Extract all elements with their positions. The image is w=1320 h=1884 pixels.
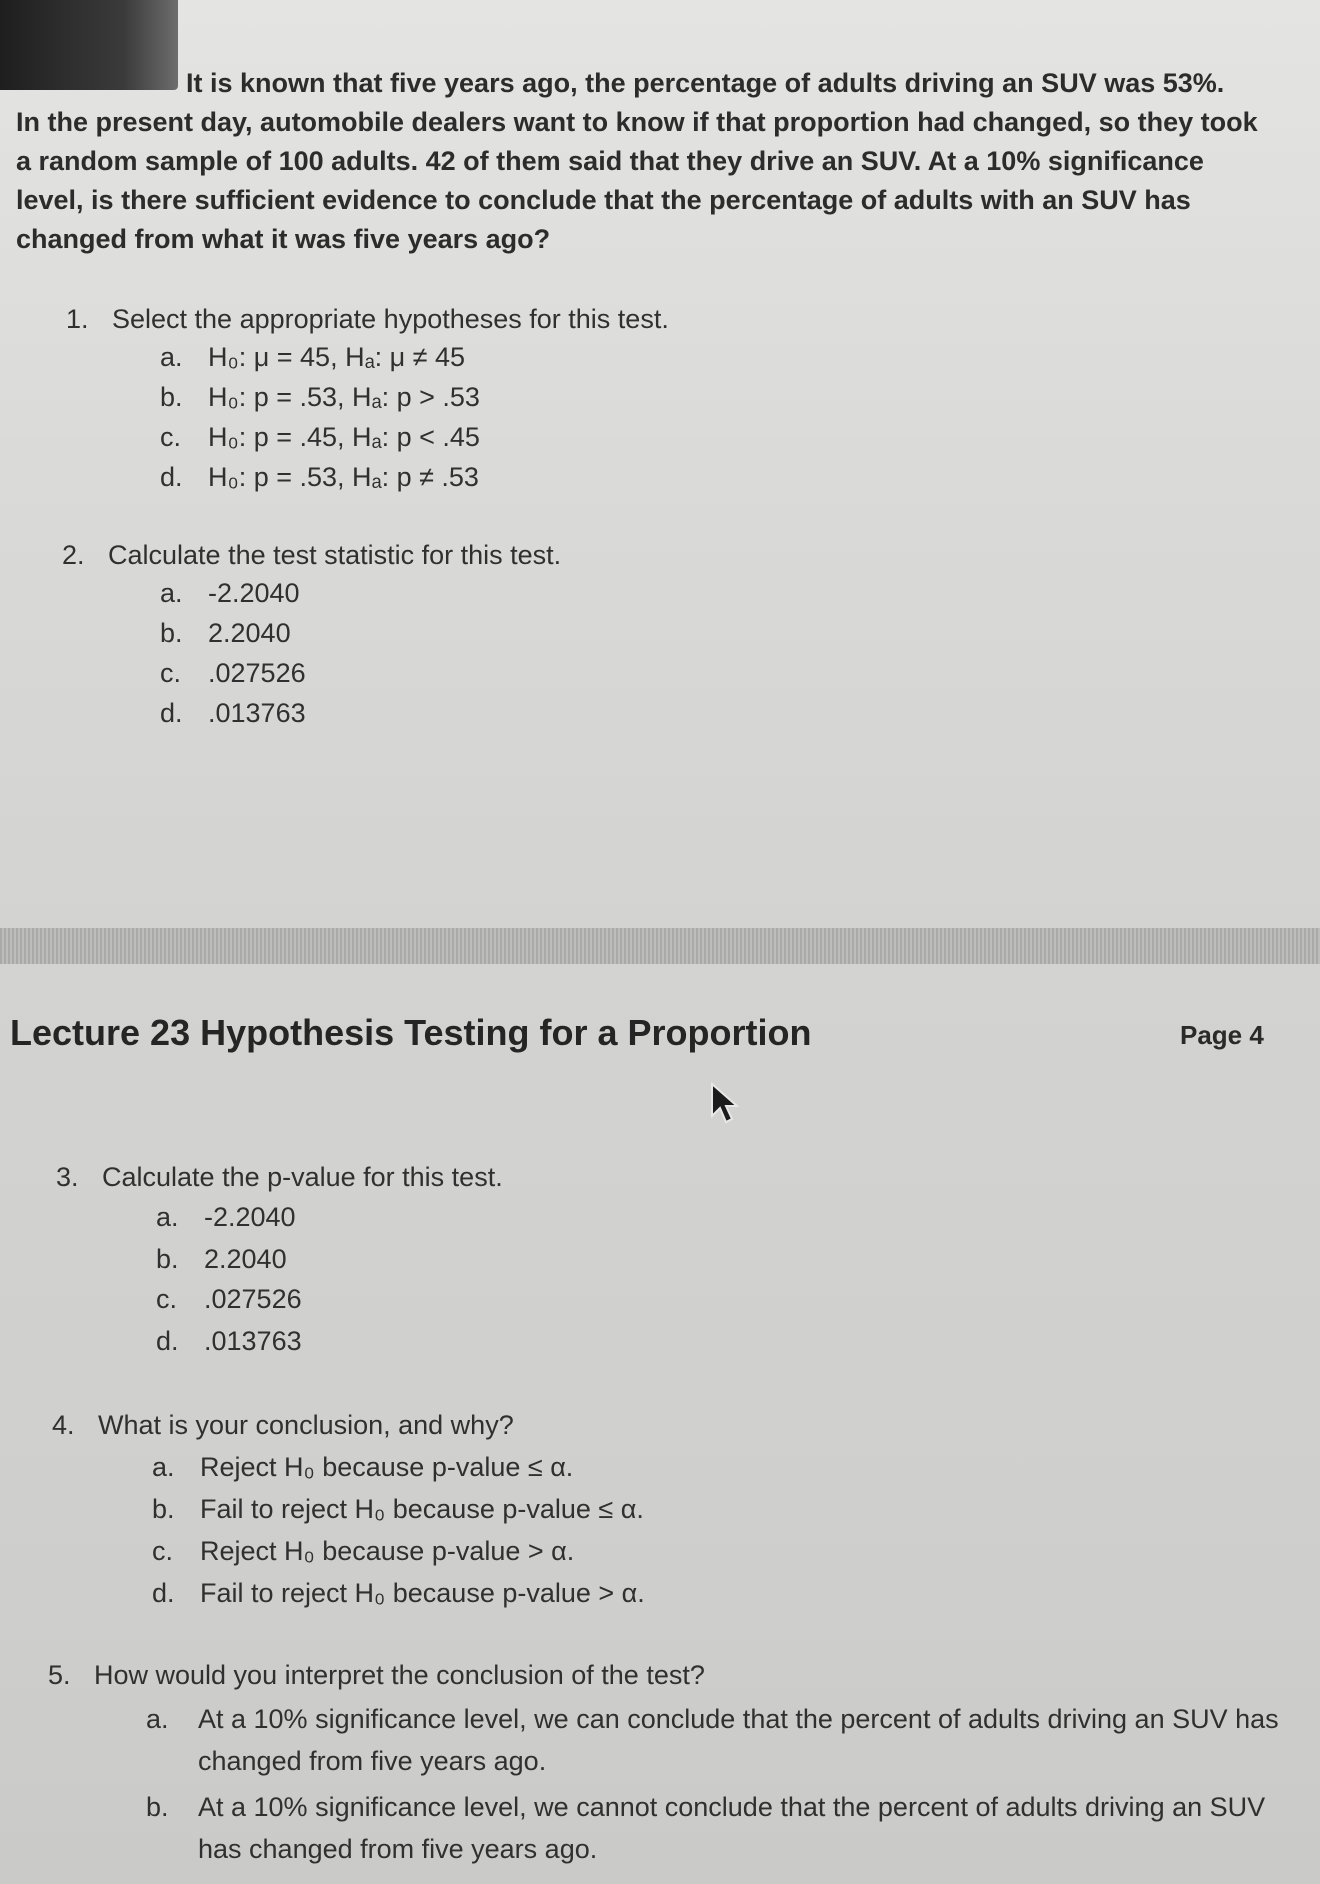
option-text: .013763 — [208, 698, 306, 728]
option-letter: a. — [160, 342, 183, 372]
page-number: Page 4 — [1180, 1020, 1264, 1050]
option-letter: d. — [160, 698, 183, 728]
q4-option-d[interactable] — [152, 1574, 645, 1612]
option-letter: b. — [160, 382, 183, 412]
q2-option-d[interactable] — [160, 694, 306, 732]
intro-line-5: changed from what it was five years ago? — [16, 224, 551, 254]
question-prompt: Calculate the p-value for this test. — [102, 1162, 503, 1192]
option-letter: a. — [146, 1704, 169, 1734]
question-prompt: Calculate the test statistic for this test. — [108, 540, 562, 570]
option-letter: c. — [156, 1284, 178, 1314]
option-letter: c. — [160, 658, 182, 688]
question-number: 5. — [48, 1660, 71, 1690]
q5-option-a[interactable] — [146, 1698, 1296, 1782]
q2-option-b[interactable] — [160, 614, 291, 652]
option-letter: b. — [160, 618, 183, 648]
option-letter: c. — [152, 1536, 174, 1566]
option-letter: d. — [156, 1326, 179, 1356]
question-number: 4. — [52, 1410, 75, 1440]
q3-option-b[interactable] — [156, 1240, 287, 1278]
option-text: .013763 — [204, 1326, 302, 1356]
intro-line-4: level, is there sufficient evidence to conclude that the percentage of adults with an SUV has — [16, 185, 1191, 215]
question-1 — [66, 300, 669, 338]
q4-option-c[interactable] — [152, 1532, 574, 1570]
option-letter: b. — [152, 1494, 175, 1524]
mouse-cursor-icon — [710, 1082, 740, 1126]
question-prompt: How would you interpret the conclusion of the test? — [94, 1660, 705, 1690]
problem-statement — [16, 64, 1276, 259]
question-3 — [56, 1158, 503, 1196]
question-2 — [62, 536, 561, 574]
question-prompt: What is your conclusion, and why? — [98, 1410, 514, 1440]
q1-option-a[interactable] — [160, 338, 465, 376]
intro-line-2: In the present day, automobile dealers want to know if that proportion had changed, so they took — [16, 107, 1258, 137]
option-text: At a 10% significance level, we can conclude that the percent of adults driving an SUV has changed from five years ago. — [198, 1704, 1279, 1776]
question-number: 3. — [56, 1162, 79, 1192]
q2-option-c[interactable] — [160, 654, 306, 692]
option-letter: c. — [160, 422, 182, 452]
option-letter: d. — [160, 462, 183, 492]
option-text: .027526 — [208, 658, 306, 688]
option-letter: a. — [160, 578, 183, 608]
option-text: Fail to reject H₀ because p-value > α. — [200, 1578, 645, 1608]
q3-option-a[interactable] — [156, 1198, 296, 1236]
page-divider — [0, 928, 1320, 964]
question-5 — [48, 1656, 705, 1694]
q3-option-d[interactable] — [156, 1322, 302, 1360]
option-letter: a. — [156, 1202, 179, 1232]
option-letter: d. — [152, 1578, 175, 1608]
option-text: -2.2040 — [204, 1202, 296, 1232]
q3-option-c[interactable] — [156, 1280, 302, 1318]
option-text: H₀: μ = 45, Hₐ: μ ≠ 45 — [208, 342, 466, 372]
option-text: -2.2040 — [208, 578, 300, 608]
lecture-title: Lecture 23 Hypothesis Testing for a Proportion — [10, 1012, 812, 1053]
q4-option-b[interactable] — [152, 1490, 644, 1528]
option-text: H₀: p = .45, Hₐ: p < .45 — [208, 422, 480, 452]
q1-option-d[interactable] — [160, 458, 479, 496]
question-prompt: Select the appropriate hypotheses for this test. — [112, 304, 669, 334]
option-text: .027526 — [204, 1284, 302, 1314]
option-letter: b. — [156, 1244, 179, 1274]
question-number: 1. — [66, 304, 89, 334]
question-4 — [52, 1406, 514, 1444]
option-text: 2.2040 — [208, 618, 291, 648]
option-text: At a 10% significance level, we cannot conclude that the percent of adults driving an SUV has changed from five years ago. — [198, 1792, 1266, 1864]
intro-line-1: It is known that five years ago, the percentage of adults driving an SUV was 53%. — [186, 68, 1225, 98]
q1-option-c[interactable] — [160, 418, 480, 456]
option-letter: b. — [146, 1792, 169, 1822]
option-text: Reject H₀ because p-value ≤ α. — [200, 1452, 574, 1482]
option-text: 2.2040 — [204, 1244, 287, 1274]
question-number: 2. — [62, 540, 85, 570]
q4-option-a[interactable] — [152, 1448, 573, 1486]
option-text: H₀: p = .53, Hₐ: p > .53 — [208, 382, 480, 412]
option-text: Reject H₀ because p-value > α. — [200, 1536, 575, 1566]
q2-option-a[interactable] — [160, 574, 300, 612]
intro-line-3: a random sample of 100 adults. 42 of them said that they drive an SUV. At a 10% significance — [16, 146, 1204, 176]
q5-option-b[interactable] — [146, 1786, 1296, 1870]
option-letter: a. — [152, 1452, 175, 1482]
option-text: Fail to reject H₀ because p-value ≤ α. — [200, 1494, 644, 1524]
q1-option-b[interactable] — [160, 378, 480, 416]
option-text: H₀: p = .53, Hₐ: p ≠ .53 — [208, 462, 479, 492]
